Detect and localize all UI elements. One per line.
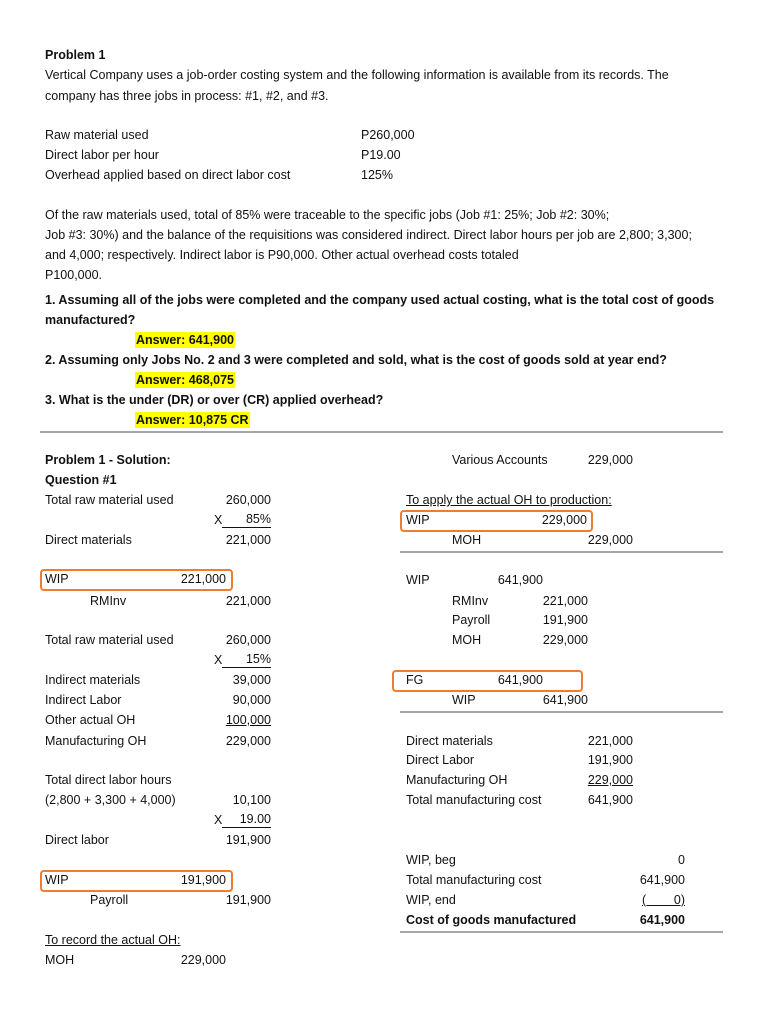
- data-value: 125%: [361, 168, 393, 182]
- data-label: Direct labor per hour: [45, 148, 159, 162]
- line-label: Other actual OH: [45, 713, 136, 727]
- summary-value: 641,900: [587, 793, 633, 807]
- multiply-sign: X: [214, 653, 223, 667]
- journal-credit-account: Payroll: [452, 613, 491, 627]
- data-label: Raw material used: [45, 128, 149, 142]
- multiplier-value: 85%: [222, 512, 271, 528]
- summary-value: 191,900: [587, 753, 633, 767]
- journal-credit-account: RMInv: [452, 594, 489, 608]
- question-1-cont: manufactured?: [45, 313, 136, 327]
- entry-divider: [400, 711, 723, 713]
- summary-value: 229,000: [587, 773, 633, 787]
- journal-debit-account: FG: [406, 673, 424, 687]
- multiply-sign: X: [214, 813, 223, 827]
- journal-credit-account: Various Accounts: [452, 453, 548, 467]
- summary-label: Manufacturing OH: [406, 773, 508, 787]
- journal-debit-account: WIP: [406, 513, 430, 527]
- intro-line: Vertical Company uses a job-order costing system and the following information is available from its records. The: [45, 68, 669, 82]
- journal-debit-amount: 221,000: [180, 572, 226, 586]
- paragraph-line: and 4,000; respectively. Indirect labor is P90,000. Other actual overhead costs totaled: [45, 248, 519, 262]
- question-heading: Question #1: [45, 473, 117, 487]
- paragraph-line: Job #3: 30%) and the balance of the requisitions was considered indirect. Direct labor hours per job are 2,800; 3,300;: [45, 228, 692, 242]
- journal-credit-account: Payroll: [90, 893, 129, 907]
- journal-credit-account: RMInv: [90, 594, 127, 608]
- journal-debit-amount: 641,900: [497, 673, 543, 687]
- journal-debit-account: WIP: [45, 572, 69, 586]
- summary-value: 641,900: [639, 873, 685, 887]
- journal-credit-amount: 641,900: [542, 693, 588, 707]
- line-value: 100,000: [225, 713, 271, 727]
- data-value: P260,000: [361, 128, 415, 142]
- total-label: Cost of goods manufactured: [406, 913, 577, 927]
- journal-credit-account: WIP: [452, 693, 476, 707]
- summary-value: 221,000: [587, 734, 633, 748]
- answer-1: Answer: 641,900: [136, 333, 234, 347]
- paragraph-line: P100,000.: [45, 268, 102, 282]
- intro-line: company has three jobs in process: #1, #2, and #3.: [45, 89, 329, 103]
- summary-label: Direct materials: [406, 734, 493, 748]
- question-3: 3. What is the under (DR) or over (CR) applied overhead?: [45, 393, 384, 407]
- summary-label: Direct Labor: [406, 753, 475, 767]
- question-2: 2. Assuming only Jobs No. 2 and 3 were completed and sold, what is the cost of goods sold at year end?: [45, 353, 667, 367]
- journal-credit-amount: 191,900: [542, 613, 588, 627]
- summary-label: Total manufacturing cost: [406, 793, 542, 807]
- line-label: Total raw material used: [45, 493, 174, 507]
- journal-credit-account: MOH: [452, 633, 482, 647]
- journal-debit-amount: 191,900: [180, 873, 226, 887]
- line-value: 90,000: [232, 693, 271, 707]
- section-divider: [40, 431, 723, 433]
- journal-credit-amount: 229,000: [542, 633, 588, 647]
- total-divider: [400, 931, 723, 933]
- data-value: P19.00: [361, 148, 401, 162]
- line-value: 10,100: [232, 793, 271, 807]
- journal-debit-account: MOH: [45, 953, 75, 967]
- line-value: 221,000: [225, 533, 271, 547]
- answer-2: Answer: 468,075: [136, 373, 234, 387]
- solution-title: Problem 1 - Solution:: [45, 453, 171, 467]
- journal-credit-amount: 229,000: [587, 453, 633, 467]
- journal-debit-account: WIP: [406, 573, 430, 587]
- journal-debit-account: WIP: [45, 873, 69, 887]
- line-value: 260,000: [225, 493, 271, 507]
- summary-label: WIP, beg: [406, 853, 456, 867]
- summary-label: WIP, end: [406, 893, 456, 907]
- line-label: Manufacturing OH: [45, 734, 147, 748]
- line-value: 260,000: [225, 633, 271, 647]
- entry-caption: To record the actual OH:: [45, 933, 181, 947]
- journal-debit-amount: 641,900: [497, 573, 543, 587]
- line-value: 191,900: [225, 833, 271, 847]
- line-label: Direct materials: [45, 533, 132, 547]
- summary-value: ( 0): [641, 893, 685, 907]
- entry-divider: [400, 551, 723, 553]
- line-label: Indirect Labor: [45, 693, 122, 707]
- problem-title: Problem 1: [45, 48, 106, 62]
- line-label: Total direct labor hours: [45, 773, 172, 787]
- line-label: (2,800 + 3,300 + 4,000): [45, 793, 176, 807]
- entry-caption: To apply the actual OH to production:: [406, 493, 612, 507]
- journal-credit-amount: 221,000: [225, 594, 271, 608]
- multiply-sign: X: [214, 513, 223, 527]
- summary-value: 0: [678, 853, 685, 867]
- journal-debit-amount: 229,000: [180, 953, 226, 967]
- journal-credit-amount: 191,900: [225, 893, 271, 907]
- summary-label: Total manufacturing cost: [406, 873, 542, 887]
- journal-credit-amount: 229,000: [587, 533, 633, 547]
- paragraph-line: Of the raw materials used, total of 85% were traceable to the specific jobs (Job #1: 25%; Job #2: 30%;: [45, 208, 610, 222]
- line-label: Direct labor: [45, 833, 109, 847]
- line-label: Indirect materials: [45, 673, 141, 687]
- multiplier-value: 15%: [222, 652, 271, 668]
- data-label: Overhead applied based on direct labor cost: [45, 168, 291, 182]
- answer-3: Answer: 10,875 CR: [136, 413, 249, 427]
- journal-credit-account: MOH: [452, 533, 482, 547]
- line-value: 229,000: [225, 734, 271, 748]
- journal-debit-amount: 229,000: [541, 513, 587, 527]
- total-value: 641,900: [639, 913, 685, 927]
- line-label: Total raw material used: [45, 633, 174, 647]
- question-1: 1. Assuming all of the jobs were completed and the company used actual costing, what is the total cost of goods: [45, 293, 715, 307]
- line-value: 39,000: [232, 673, 271, 687]
- journal-credit-amount: 221,000: [542, 594, 588, 608]
- multiplier-value: 19.00: [222, 812, 271, 828]
